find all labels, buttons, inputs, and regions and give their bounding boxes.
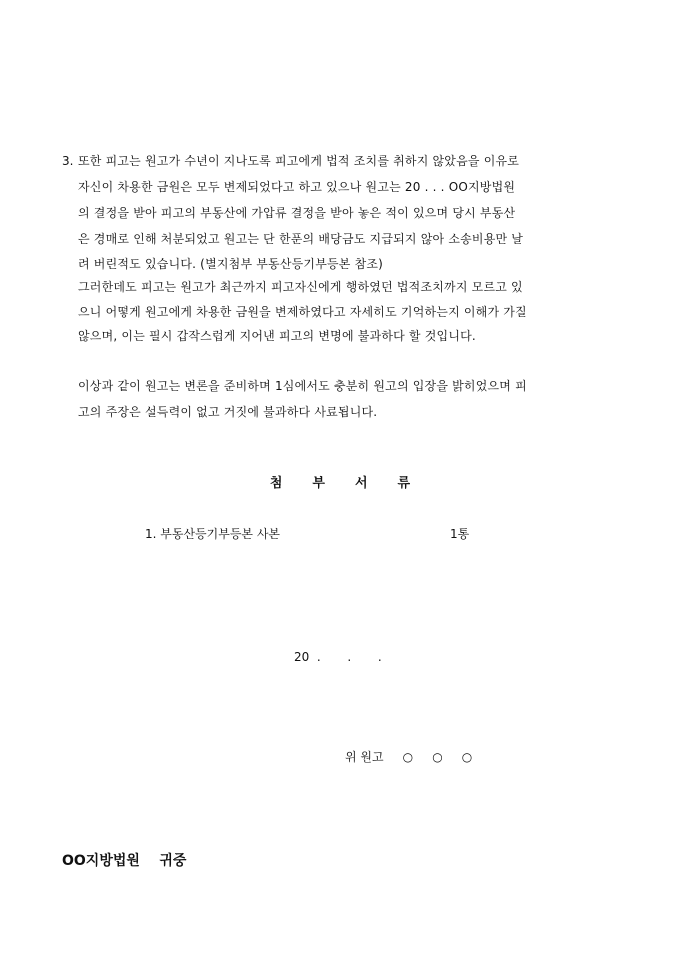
signature-line: 위 원고 ○ ○ ○	[345, 750, 473, 764]
section3-line-5: 려 버린적도 있습니다. (별지첨부 부동산등기부등본 참조)	[78, 257, 384, 271]
section3-line-4: 은 경매로 인해 처분되었고 원고는 단 한푼의 배당금도 지급되지 않아 소송비용만 날	[78, 232, 524, 246]
section3-line-7: 으니 어떻게 원고에게 차용한 금원을 변제하였다고 자세히도 기억하는지 이해가 가질	[78, 305, 527, 319]
attachment-item-count: 1통	[450, 527, 470, 541]
section3-line-1: 또한 피고는 원고가 수년이 지나도록 피고에게 법적 조치를 취하지 않았음을 이유로	[78, 154, 520, 168]
section3-line-8: 않으며, 이는 필시 갑작스럽게 지어낸 피고의 변명에 불과하다 할 것입니다.	[78, 329, 476, 343]
attachments-title: 첨부서류	[269, 476, 441, 491]
section3-line-2: 자신이 차용한 금원은 모두 변제되었다고 하고 있으나 원고는 20 . . . OO지방법원	[78, 180, 516, 194]
conclusion-line-2: 고의 주장은 설득력이 없고 거짓에 불과하다 사료됩니다.	[78, 405, 378, 419]
document-date: 20 . . .	[294, 650, 382, 664]
section3-line-6: 그러한데도 피고는 원고가 최근까지 피고자신에게 행하였던 법적조치까지 모르고 있	[78, 280, 523, 294]
section3-line-3: 의 결정을 받아 피고의 부동산에 가압류 결정을 받아 놓은 적이 있으며 당시 부동산	[78, 206, 516, 220]
conclusion-line-1: 이상과 같이 원고는 변론을 준비하며 1심에서도 충분히 원고의 입장을 밝히었으며 피	[78, 379, 527, 393]
court-addressee: OO지방법원 귀중	[62, 853, 187, 869]
section-number: 3.	[62, 154, 74, 168]
attachment-item-label: 1. 부동산등기부등본 사본	[145, 527, 280, 541]
